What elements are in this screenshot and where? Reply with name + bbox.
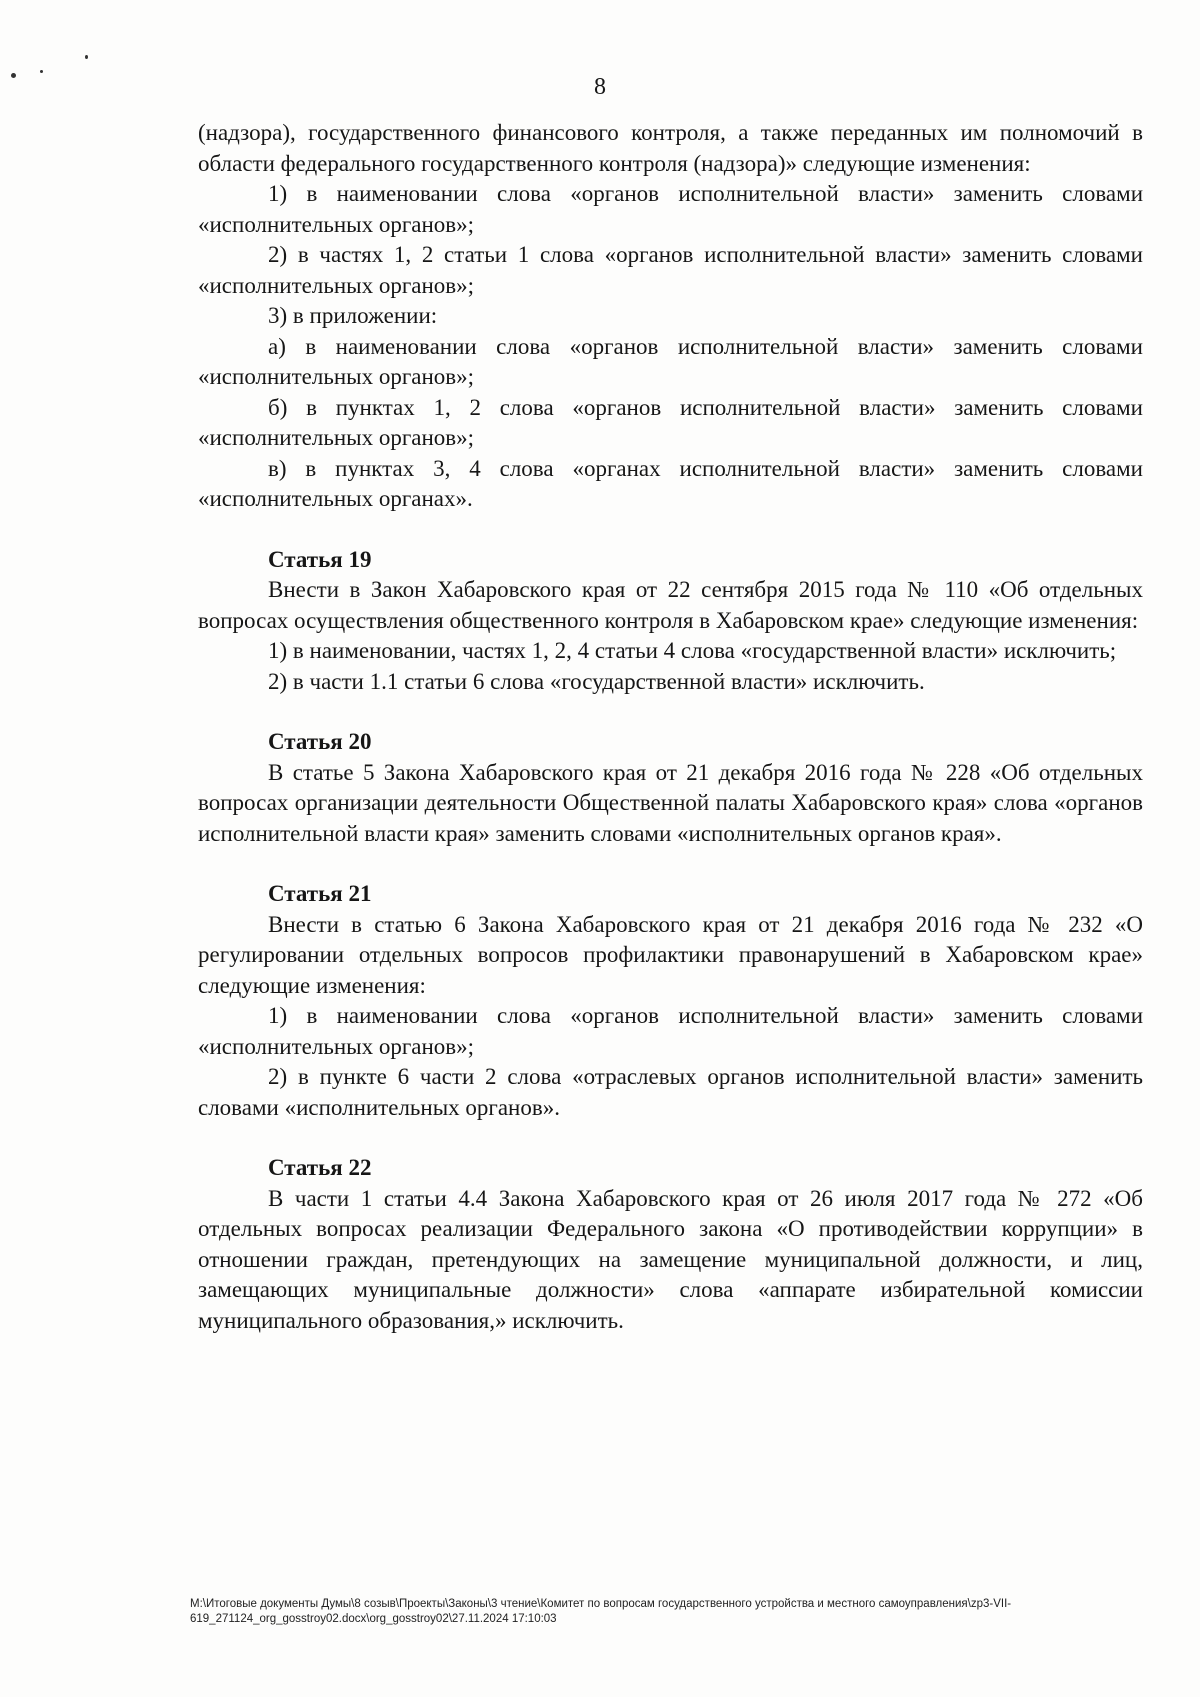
document-body xyxy=(198,118,1143,1336)
footer-line: М:\Итоговые документы Думы\8 созыв\Проекты\Законы\3 чтение\Комитет по вопросам государственного устройства и местного самоуправления\zp3-VII- xyxy=(190,1598,1012,1610)
paragraph: (надзора), государственного финансового контроля, а также переданных им полномочий в области федерального государственного контроля (надзора)» следующие изменения: xyxy=(198,120,1143,176)
intro-section xyxy=(198,118,1143,515)
paragraph: 1) в наименовании слова «органов исполнительной власти» заменить словами «исполнительных органов»; xyxy=(198,1003,1143,1059)
article-heading: Статья 21 xyxy=(268,881,372,906)
article-22 xyxy=(198,1153,1143,1336)
scan-speck xyxy=(85,55,88,59)
paragraph: В статье 5 Закона Хабаровского края от 21 декабря 2016 года № 228 «Об отдельных вопросах организации деятельности Общественной палаты Хабаровского края» слова «органов исполнительной власти края» заменить словами «исполнительных органов края». xyxy=(198,759,1143,846)
paragraph: 1) в наименовании, частях 1, 2, 4 статьи 4 слова «государственной власти» исключить; xyxy=(268,638,1117,663)
paragraph: а) в наименовании слова «органов исполнительной власти» заменить словами «исполнительных органов»; xyxy=(198,333,1143,389)
paragraph: Внести в Закон Хабаровского края от 22 сентября 2015 года № 110 «Об отдельных вопросах осуществления общественного контроля в Хабаровском крае» следующие изменения: xyxy=(198,577,1143,633)
paragraph: б) в пунктах 1, 2 слова «органов исполнительной власти» заменить словами «исполнительных органов»; xyxy=(198,394,1143,450)
paragraph: 2) в части 1.1 статьи 6 слова «государственной власти» исключить. xyxy=(268,668,925,694)
scan-speck xyxy=(40,70,43,73)
file-path-footer xyxy=(190,1597,1150,1627)
article-21 xyxy=(198,879,1143,1123)
paragraph: Внести в статью 6 Закона Хабаровского края от 21 декабря 2016 года № 232 «О регулировании отдельных вопросов профилактики правонарушений в Хабаровском крае» следующие изменения: xyxy=(198,911,1143,998)
paragraph: В части 1 статьи 4.4 Закона Хабаровского края от 26 июля 2017 года № 272 «Об отдельных вопросах реализации Федерального закона «О противодействии коррупции» в отношении граждан, претендующих на замещение муниципальной должности, и лиц, замещающих муниципальные должности» слова «аппарате избирательной комиссии муниципального образования,» исключить. xyxy=(198,1185,1143,1333)
paragraph: 2) в пункте 6 части 2 слова «отраслевых органов исполнительной власти» заменить словами «исполнительных органов». xyxy=(198,1064,1143,1120)
article-heading: Статья 22 xyxy=(268,1155,372,1180)
article-heading: Статья 19 xyxy=(268,546,372,572)
page-number: 8 xyxy=(594,74,606,100)
article-20 xyxy=(198,727,1143,849)
footer-line: 619_271124_org_gosstroy02.docx\org_gosstroy02\27.11.2024 17:10:03 xyxy=(190,1613,557,1625)
paragraph: в) в пунктах 3, 4 слова «органах исполнительной власти» заменить словами «исполнительных органах». xyxy=(198,455,1143,511)
article-heading: Статья 20 xyxy=(268,729,372,754)
article-19 xyxy=(198,545,1143,698)
paragraph: 2) в частях 1, 2 статьи 1 слова «органов исполнительной власти» заменить словами «исполнительных органов»; xyxy=(198,242,1143,298)
paragraph: 3) в приложении: xyxy=(268,303,438,328)
paragraph: 1) в наименовании слова «органов исполнительной власти» заменить словами «исполнительных органов»; xyxy=(198,181,1143,237)
